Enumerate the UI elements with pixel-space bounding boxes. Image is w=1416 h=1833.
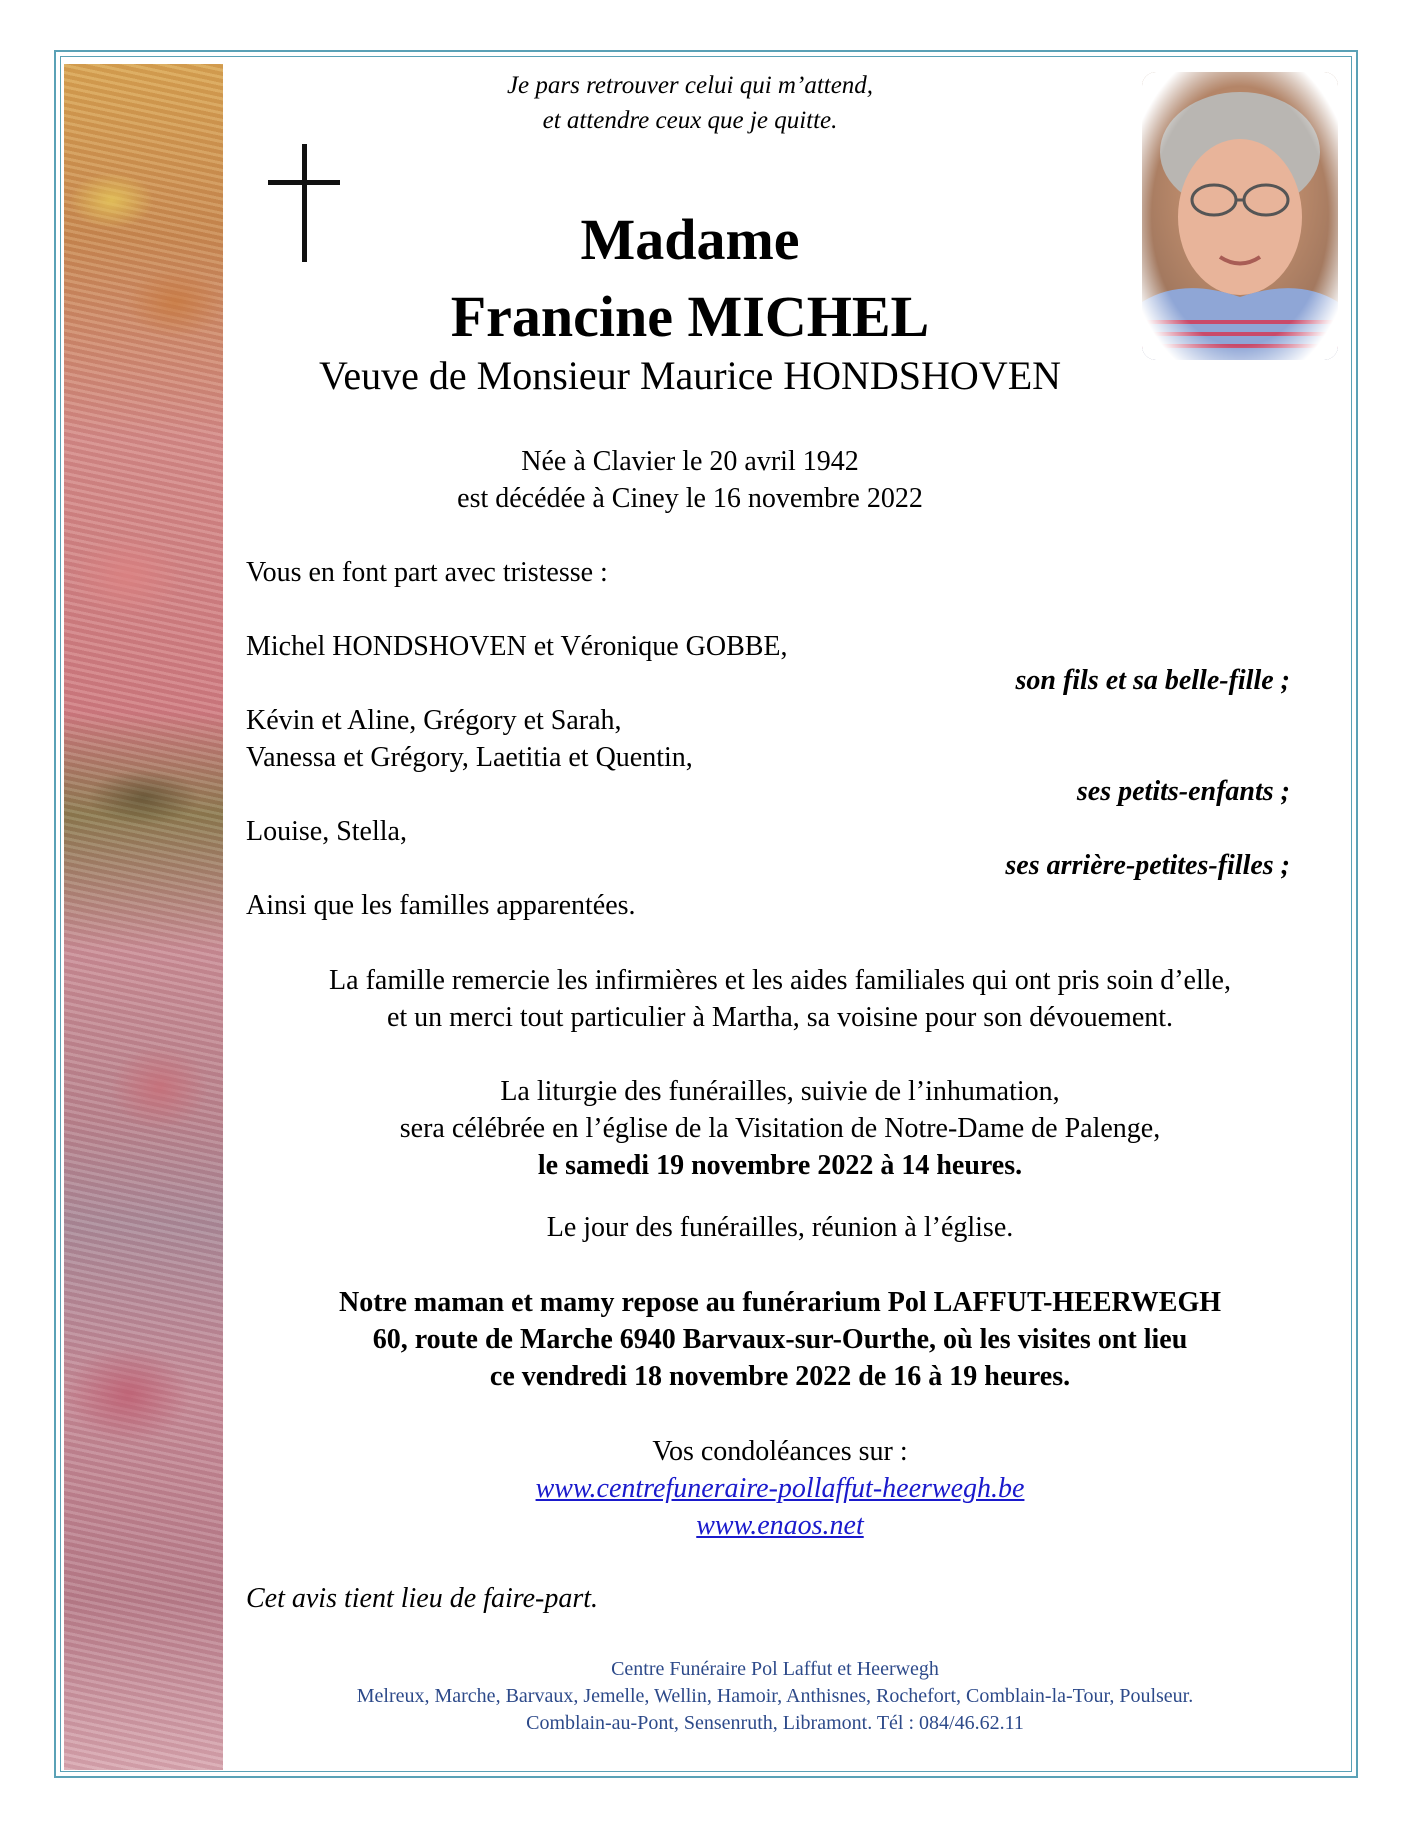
birth-line: Née à Clavier le 20 avril 1942 — [521, 446, 859, 477]
funeral-line-2: sera célébrée en l’église de la Visitation de Notre-Dame de Palenge, — [399, 1113, 1161, 1144]
visits-line-3: ce vendredi 18 novembre 2022 de 16 à 19 heures. — [489, 1361, 1071, 1392]
condolences-link-1[interactable]: www.centrefuneraire-pollaffut-heerwegh.be — [535, 1473, 1025, 1504]
condolences-link-2[interactable]: www.enaos.net — [696, 1510, 864, 1541]
son-role: son fils et sa belle-fille ; — [1015, 665, 1290, 696]
thanks-line-2: et un merci tout particulier à Martha, sa voisine pour son dévouement. — [386, 1002, 1174, 1033]
visits-block — [240, 1284, 1320, 1395]
funeral-block — [240, 1073, 1320, 1184]
deceased-name: Francine MICHEL — [450, 284, 930, 349]
quote-line-2: et attendre ceux que je quitte. — [542, 107, 838, 134]
decorative-flower-strip — [64, 64, 223, 1770]
death-line: est décédée à Ciney le 16 novembre 2022 — [457, 483, 923, 514]
footer-line-1: Centre Funéraire Pol Laffut et Heerwegh — [611, 1658, 939, 1680]
funeral-line-1: La liturgie des funérailles, suivie de l’inhumation, — [500, 1076, 1060, 1107]
other-families: Ainsi que les familles apparentées. — [246, 890, 636, 921]
great-grandchildren-names: Louise, Stella, — [246, 816, 407, 847]
son-names: Michel HONDSHOVEN et Véronique GOBBE, — [246, 631, 788, 662]
grandchildren-role: ses petits-enfants ; — [1076, 776, 1290, 807]
notice-line: Cet avis tient lieu de faire-part. — [246, 1583, 599, 1614]
opening-quote — [400, 68, 980, 138]
condolences-label: Vos condoléances sur : — [652, 1436, 908, 1467]
grandchildren-names — [246, 702, 693, 776]
thanks-line-1: La famille remercie les infirmières et les aides familiales qui ont pris soin d’elle, — [329, 965, 1231, 996]
thanks-block — [240, 962, 1320, 1036]
visits-line-2: 60, route de Marche 6940 Barvaux-sur-Ourthe, où les visites ont lieu — [372, 1324, 1188, 1355]
deceased-portrait — [1142, 72, 1338, 360]
quote-line-1: Je pars retrouver celui qui m’attend, — [506, 72, 874, 99]
dates-block — [300, 443, 1080, 517]
footer-line-3: Comblain-au-Pont, Sensenruth, Libramont. Tél : 084/46.62.11 — [526, 1712, 1024, 1734]
funeral-date: le samedi 19 novembre 2022 à 14 heures. — [537, 1150, 1023, 1181]
grandchildren-line-2: Vanessa et Grégory, Laetitia et Quentin, — [246, 742, 693, 773]
funeral-meeting: Le jour des funérailles, réunion à l’église. — [546, 1212, 1014, 1243]
grandchildren-line-1: Kévin et Aline, Grégory et Sarah, — [246, 705, 622, 736]
visits-line-1: Notre maman et mamy repose au funérarium Pol LAFFUT-HEERWEGH — [339, 1287, 1221, 1318]
widow-of-line: Veuve de Monsieur Maurice HONDSHOVEN — [318, 353, 1062, 398]
footer-line-2: Melreux, Marche, Barvaux, Jemelle, Wellin, Hamoir, Anthisnes, Rochefort, Comblain-la-Tour, Poulseur. — [356, 1685, 1194, 1707]
family-intro: Vous en font part avec tristesse : — [246, 557, 608, 588]
funeral-home-footer — [250, 1656, 1300, 1737]
condolences-block — [240, 1433, 1320, 1544]
deceased-title: Madame — [580, 207, 800, 272]
great-grandchildren-role: ses arrière-petites-filles ; — [1005, 850, 1290, 881]
